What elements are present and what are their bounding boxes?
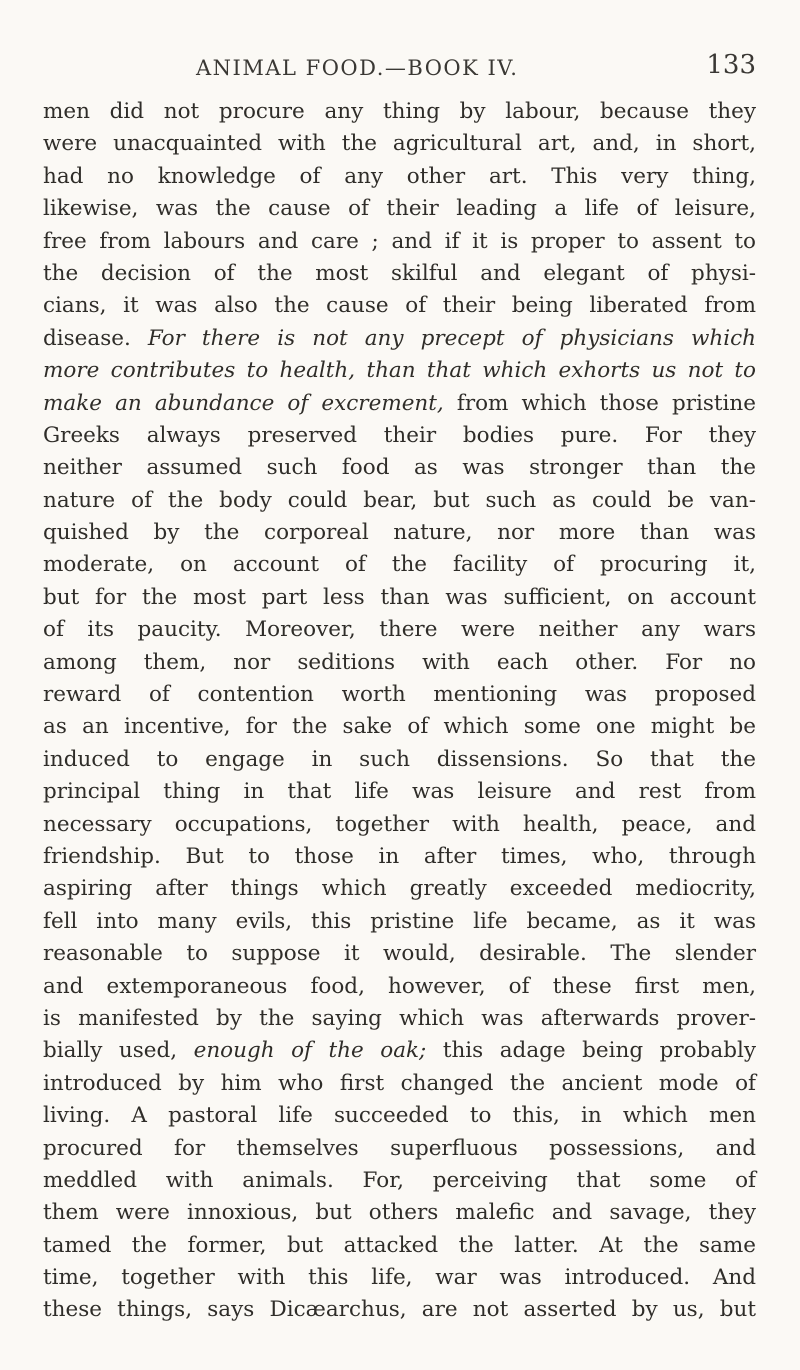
text-segment: of its paucity. Moreover, there were neither any wars bbox=[43, 617, 756, 643]
text-segment: were unacquainted with the agricultural art, and, in short, bbox=[43, 131, 756, 157]
italic-text-segment: enough of the oak; bbox=[193, 1038, 427, 1064]
text-segment: necessary occupations, together with health, peace, and bbox=[43, 811, 756, 837]
text-segment: moderate, on account of the facility of procuring it, bbox=[43, 552, 756, 578]
text-line bbox=[43, 161, 756, 193]
text-segment: them were innoxious, but others malefic and savage, they bbox=[43, 1200, 756, 1226]
text-segment: aspiring after things which greatly exceeded mediocrity, bbox=[43, 876, 756, 902]
text-line bbox=[43, 1133, 756, 1165]
text-line bbox=[43, 873, 756, 905]
text-segment: the decision of the most skilful and elegant of physi- bbox=[43, 260, 756, 286]
text-line bbox=[43, 1262, 756, 1294]
text-segment: this adage being probably bbox=[426, 1038, 756, 1064]
text-line bbox=[43, 711, 756, 743]
text-segment: likewise, was the cause of their leading a life of leisure, bbox=[43, 196, 756, 222]
text-line bbox=[43, 1197, 756, 1229]
text-line bbox=[43, 517, 756, 549]
text-line bbox=[43, 323, 756, 355]
italic-text-segment: make an abundance of excrement, bbox=[43, 390, 444, 416]
text-line bbox=[43, 388, 756, 420]
text-line bbox=[43, 938, 756, 970]
text-segment: reward of contention worth mentioning was proposed bbox=[43, 682, 756, 708]
text-line bbox=[43, 1294, 756, 1326]
text-line bbox=[43, 226, 756, 258]
text-segment: from which those pristine bbox=[443, 390, 756, 416]
text-segment: tamed the former, but attacked the latter. At the same bbox=[43, 1232, 756, 1258]
italic-text-segment: For there is not any precept of physicians which bbox=[147, 325, 756, 351]
text-line bbox=[43, 96, 756, 128]
text-line bbox=[43, 776, 756, 808]
text-segment: reasonable to suppose it would, desirable. The slender bbox=[43, 941, 756, 967]
text-line bbox=[43, 290, 756, 322]
text-segment: cians, it was also the cause of their being liberated from bbox=[43, 293, 756, 319]
text-segment: nature of the body could bear, but such as could be van- bbox=[43, 487, 756, 513]
text-line bbox=[43, 971, 756, 1003]
text-segment: friendship. But to those in after times, who, through bbox=[43, 843, 756, 869]
text-line bbox=[43, 744, 756, 776]
text-segment: living. A pastoral life succeeded to this, in which men bbox=[43, 1103, 756, 1129]
running-head: ANIMAL FOOD.—BOOK IV. bbox=[196, 56, 519, 80]
page-header bbox=[196, 50, 756, 90]
text-segment: Greeks always preserved their bodies pure. For they bbox=[43, 422, 756, 448]
text-segment: among them, nor seditions with each other. For no bbox=[43, 649, 756, 675]
text-segment: and extemporaneous food, however, of these first men, bbox=[43, 973, 756, 999]
text-segment: principal thing in that life was leisure and rest from bbox=[43, 779, 756, 805]
text-segment: is manifested by the saying which was afterwards prover- bbox=[43, 1005, 756, 1031]
text-line bbox=[43, 809, 756, 841]
text-line bbox=[43, 549, 756, 581]
text-line bbox=[43, 485, 756, 517]
text-line bbox=[43, 1035, 756, 1067]
text-segment: fell into many evils, this pristine life became, as it was bbox=[43, 908, 756, 934]
text-line bbox=[43, 1003, 756, 1035]
text-line bbox=[43, 614, 756, 646]
text-line bbox=[43, 193, 756, 225]
text-segment: introduced by him who first changed the ancient mode of bbox=[43, 1070, 756, 1096]
text-segment: bially used, bbox=[43, 1038, 194, 1064]
text-line bbox=[43, 582, 756, 614]
text-line bbox=[43, 1165, 756, 1197]
text-line bbox=[43, 452, 756, 484]
text-segment: men did not procure any thing by labour, because they bbox=[43, 99, 756, 124]
text-segment: but for the most part less than was sufficient, on account bbox=[43, 584, 756, 610]
text-segment: had no knowledge of any other art. This very thing, bbox=[43, 163, 756, 189]
text-line bbox=[43, 1230, 756, 1262]
text-line bbox=[43, 1100, 756, 1132]
text-line bbox=[43, 355, 756, 387]
text-line bbox=[43, 647, 756, 679]
text-segment: as an incentive, for the sake of which some one might be bbox=[43, 714, 756, 740]
text-segment: meddled with animals. For, perceiving that some of bbox=[43, 1167, 756, 1193]
text-segment: induced to engage in such dissensions. So that the bbox=[43, 746, 756, 772]
text-line bbox=[43, 420, 756, 452]
text-line bbox=[43, 128, 756, 160]
text-segment: disease. bbox=[43, 325, 148, 351]
text-segment: procured for themselves superfluous possessions, and bbox=[43, 1135, 756, 1161]
text-segment: these things, says Dicæarchus, are not asserted by us, but bbox=[43, 1297, 756, 1323]
text-segment: free from labours and care ; and if it is proper to assent to bbox=[43, 228, 756, 254]
text-line bbox=[43, 258, 756, 290]
text-line bbox=[43, 1068, 756, 1100]
text-segment: time, together with this life, war was introduced. And bbox=[43, 1265, 756, 1291]
text-line bbox=[43, 679, 756, 711]
page-number: 133 bbox=[706, 50, 756, 80]
text-line bbox=[43, 841, 756, 873]
body-text bbox=[43, 96, 756, 1327]
text-line bbox=[43, 906, 756, 938]
italic-text-segment: more contributes to health, than that which exhorts us not to bbox=[43, 358, 756, 384]
text-segment: neither assumed such food as was stronger than the bbox=[43, 455, 756, 481]
text-segment: quished by the corporeal nature, nor more than was bbox=[43, 520, 756, 546]
